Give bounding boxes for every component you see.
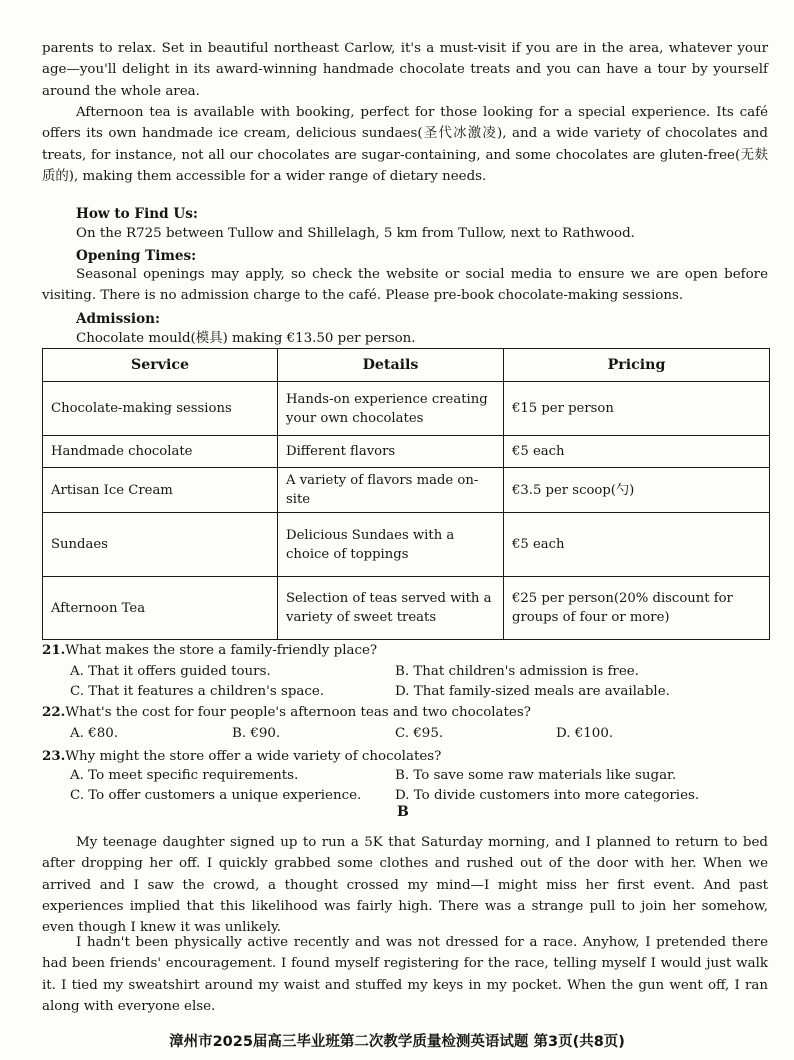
service-cell: Afternoon Tea [43, 577, 278, 640]
column-header-pricing: Pricing [504, 349, 770, 382]
details-cell: Delicious Sundaes with a choice of toppings [278, 513, 504, 577]
service-cell: Handmade chocolate [43, 436, 278, 468]
question-23 [42, 746, 441, 767]
q22-option-c[interactable]: C. €95. [395, 726, 444, 741]
table-row [43, 577, 770, 640]
q22-option-d[interactable]: D. €100. [556, 726, 614, 741]
q21-option-c[interactable]: C. That it features a children's space. [70, 684, 325, 699]
service-cell: Chocolate-making sessions [43, 382, 278, 436]
question-stem: What's the cost for four people's afternoon teas and two chocolates? [65, 705, 531, 720]
opening-times-heading: Opening Times: [76, 248, 197, 264]
q23-option-a[interactable]: A. To meet specific requirements. [70, 768, 299, 783]
question-number: 23. [42, 748, 66, 764]
q21-option-d[interactable]: D. That family-sized meals are available. [395, 684, 670, 699]
pricing-cell: €15 per person [504, 382, 770, 436]
page-footer: 漳州市2025届高三毕业班第二次教学质量检测英语试题 第3页(共8页) [169, 1034, 625, 1050]
column-header-service: Service [43, 349, 278, 382]
q23-option-b[interactable]: B. To save some raw materials like sugar. [395, 768, 677, 783]
table-row [43, 513, 770, 577]
passage-a-paragraph-2: Afternoon tea is available with booking, perfect for those looking for a special experience. Its café offers its own handmade ice cream, delicious sundaes(圣代冰激凌), and a wide variety of chocolates and treats, for instance, not all our chocolates are sugar-containing, and some chocolates are gluten-free(无麸质的), making them accessible for a wider range of dietary needs. [42, 105, 768, 184]
details-cell: A variety of flavors made on-site [278, 468, 504, 513]
question-stem: Why might the store offer a wide variety of chocolates? [65, 749, 442, 764]
pricing-cell: €3.5 per scoop(勺) [504, 468, 770, 513]
pricing-cell: €25 per person(20% discount for groups of four or more) [504, 577, 770, 640]
services-table [42, 348, 770, 640]
opening-times-text: Seasonal openings may apply, so check the website or social media to ensure we are open before visiting. There is no admission charge to the café. Please pre-book chocolate-making sessions. [42, 267, 768, 304]
q21-option-a[interactable]: A. That it offers guided tours. [70, 664, 271, 679]
table-row [43, 436, 770, 468]
details-cell: Different flavors [278, 436, 504, 468]
service-cell: Artisan Ice Cream [43, 468, 278, 513]
question-stem: What makes the store a family-friendly place? [65, 643, 378, 658]
details-cell: Hands-on experience creating your own chocolates [278, 382, 504, 436]
q23-option-d[interactable]: D. To divide customers into more categories. [395, 788, 700, 803]
q22-option-b[interactable]: B. €90. [232, 726, 281, 741]
question-number: 22. [42, 704, 66, 720]
q22-option-a[interactable]: A. €80. [70, 726, 118, 741]
table-header-row [43, 349, 770, 382]
admission-text: Chocolate mould(模具) making €13.50 per person. [76, 331, 416, 346]
service-cell: Sundaes [43, 513, 278, 577]
question-number: 21. [42, 642, 66, 658]
question-21 [42, 640, 377, 661]
q21-option-b[interactable]: B. That children's admission is free. [395, 664, 639, 679]
passage-b-paragraph-2: I hadn't been physically active recently and was not dressed for a race. Anyhow, I pretended there had been friends' encouragement. I found myself registering for the race, telling myself I would just walk it. I tied my sweatshirt around my waist and stuffed my keys in my pocket. When the gun went off, I ran along with everyone else. [42, 935, 768, 1014]
q23-option-c[interactable]: C. To offer customers a unique experience. [70, 788, 362, 803]
question-22 [42, 702, 531, 723]
section-b-label: B [397, 804, 409, 820]
table-row [43, 382, 770, 436]
admission-heading: Admission: [76, 311, 161, 327]
table-row [43, 468, 770, 513]
find-us-heading: How to Find Us: [76, 206, 198, 222]
details-cell: Selection of teas served with a variety of sweet treats [278, 577, 504, 640]
pricing-cell: €5 each [504, 436, 770, 468]
pricing-cell: €5 each [504, 513, 770, 577]
find-us-text: On the R725 between Tullow and Shillelagh, 5 km from Tullow, next to Rathwood. [76, 226, 635, 241]
column-header-details: Details [278, 349, 504, 382]
passage-b-paragraph-1: My teenage daughter signed up to run a 5K that Saturday morning, and I planned to return to bed after dropping her off. I quickly grabbed some clothes and rushed out of the door with her. When we arrived and I saw the crowd, a thought crossed my mind—I might miss her first event. And past experiences implied that this likelihood was fairly high. There was a strange pull to join her somehow, even though I knew it was unlikely. [42, 835, 768, 936]
passage-a-paragraph-1: parents to relax. Set in beautiful northeast Carlow, it's a must-visit if you are in the area, whatever your age—you'll delight in its award-winning handmade chocolate treats and you can have a tour by yourself around the whole area. [42, 41, 768, 99]
